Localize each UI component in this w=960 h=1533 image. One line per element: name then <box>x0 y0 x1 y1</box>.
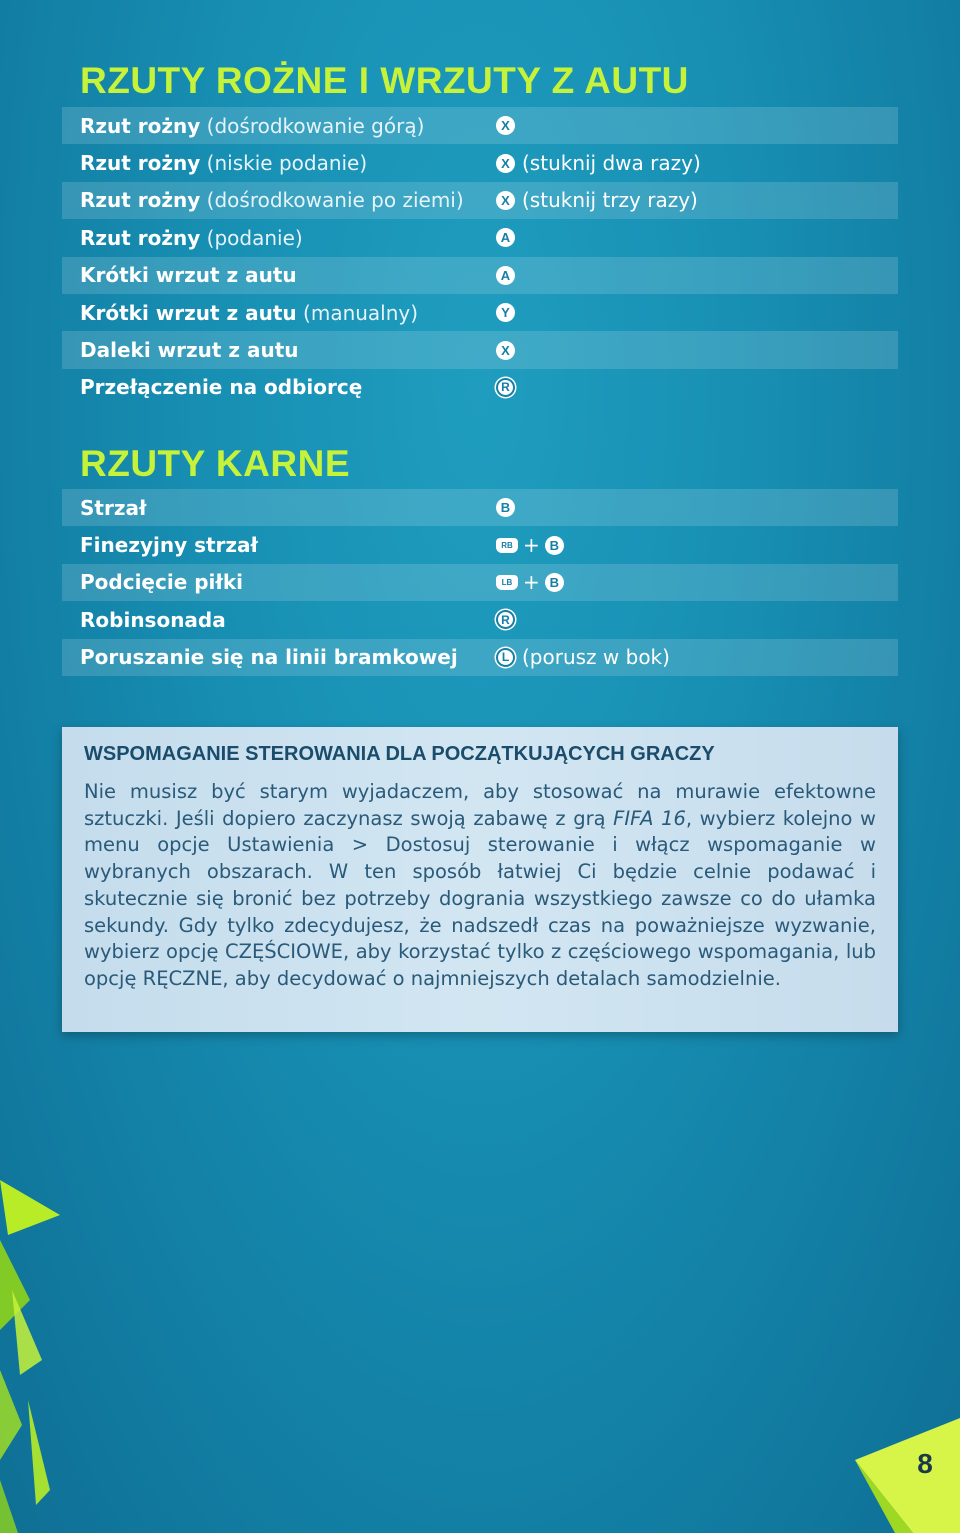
y-button-icon: Y <box>496 303 515 322</box>
control-input <box>496 570 564 594</box>
control-row <box>62 331 898 368</box>
action-name: Rzut rożny <box>80 151 201 176</box>
action-qualifier: (niskie podanie) <box>200 151 368 176</box>
control-row <box>62 369 898 406</box>
control-row <box>62 601 898 638</box>
control-row <box>62 294 898 331</box>
control-input <box>496 498 515 517</box>
x-button-icon: X <box>496 154 515 173</box>
action-label <box>80 226 303 250</box>
info-text-part-1: Nie musisz być starym wyjadaczem, aby stosować na murawie efektowne sztuczki. Jeśli dopiero zaczynasz swoją zabawę z grą <box>84 780 876 830</box>
r-stick-icon: R <box>496 610 515 629</box>
action-qualifier: (manualny) <box>296 300 419 325</box>
action-name: Krótki wrzut z autu <box>80 263 297 288</box>
action-name: Rzut rożny <box>80 225 201 250</box>
control-row <box>62 639 898 676</box>
b-button-icon: B <box>496 498 515 517</box>
control-note: (porusz w bok) <box>522 645 670 670</box>
beginner-assist-info-box <box>62 727 898 1032</box>
action-qualifier: (dośrodkowanie po ziemi) <box>200 188 464 213</box>
x-button-icon: X <box>496 116 515 135</box>
green-shard-decoration <box>0 1160 70 1533</box>
control-input <box>496 533 564 557</box>
control-input <box>496 116 515 135</box>
action-label <box>80 645 458 669</box>
r-stick-icon: R <box>496 378 515 397</box>
control-input <box>496 228 515 247</box>
corner-section-title: RZUTY ROŻNE I WRZUTY Z AUTU <box>80 60 689 101</box>
action-label <box>80 608 226 632</box>
control-input <box>496 645 670 669</box>
action-qualifier: (podanie) <box>200 225 303 250</box>
action-label <box>80 533 258 557</box>
control-input <box>496 266 515 285</box>
penalty-section-title: RZUTY KARNE <box>80 443 350 484</box>
lb-bumper-icon: LB <box>496 575 518 590</box>
action-qualifier: (dośrodkowanie górą) <box>200 113 425 138</box>
action-name: Rzut rożny <box>80 113 201 138</box>
action-name: Robinsonada <box>80 607 226 632</box>
x-button-icon: X <box>496 341 515 360</box>
action-label <box>80 570 243 594</box>
b-button-icon: B <box>545 573 564 592</box>
action-label <box>80 114 424 138</box>
control-row <box>62 182 898 219</box>
action-label <box>80 263 297 287</box>
action-label <box>80 188 464 212</box>
control-input <box>496 378 515 397</box>
penalty-controls-table <box>62 489 898 676</box>
b-button-icon: B <box>545 536 564 555</box>
control-row <box>62 219 898 256</box>
control-note: (stuknij dwa razy) <box>522 151 701 176</box>
info-text-part-2: , wybierz kolejno w menu opcje Ustawienia > Dostosuj sterowanie i włącz wspomaganie w wybranych obszarach. W ten sposób łatwiej Ci będzie celnie podawać i skutecznie się bronić bez potrzeby dogrania wszystkiego zawsze co do ułamka sekundy. Gdy tylko zdecydujesz, że nadszedł czas na poważniejsze wyzwanie, wybierz opcję CZĘŚCIOWE, aby korzystać tylko z częściowego wspomagania, lub opcję RĘCZNE, aby decydować o najmniejszych detalach samodzielnie. <box>84 806 876 990</box>
control-row <box>62 107 898 144</box>
control-row <box>62 489 898 526</box>
action-name: Podcięcie piłki <box>80 570 243 595</box>
control-row <box>62 257 898 294</box>
action-name: Przełączenie na odbiorcę <box>80 375 363 400</box>
info-text-game-title: FIFA 16 <box>613 806 686 830</box>
action-label <box>80 301 418 325</box>
corner-controls-table <box>62 107 898 406</box>
control-row <box>62 526 898 563</box>
action-name: Daleki wrzut z autu <box>80 338 299 363</box>
action-label <box>80 496 146 520</box>
plus-sign: + <box>523 533 540 558</box>
page-number: 8 <box>917 1448 933 1479</box>
action-name: Krótki wrzut z autu <box>80 300 297 325</box>
control-note: (stuknij trzy razy) <box>522 188 698 213</box>
action-name: Poruszanie się na linii bramkowej <box>80 645 458 670</box>
control-input <box>496 341 515 360</box>
control-input <box>496 303 515 322</box>
control-row <box>62 564 898 601</box>
rb-bumper-icon: RB <box>496 538 518 553</box>
a-button-icon: A <box>496 266 515 285</box>
info-box-text <box>84 779 876 993</box>
action-label <box>80 338 299 362</box>
control-input <box>496 151 701 175</box>
action-label <box>80 375 362 399</box>
plus-sign: + <box>523 570 540 595</box>
control-input <box>496 610 515 629</box>
x-button-icon: X <box>496 191 515 210</box>
l-stick-icon: L <box>496 648 515 667</box>
action-name: Rzut rożny <box>80 188 201 213</box>
control-row <box>62 144 898 181</box>
action-name: Strzał <box>80 495 147 520</box>
info-box-title: WSPOMAGANIE STEROWANIA DLA POCZĄTKUJĄCYCH GRACZY <box>84 743 715 765</box>
a-button-icon: A <box>496 228 515 247</box>
control-input <box>496 188 698 212</box>
action-label <box>80 151 367 175</box>
action-name: Finezyjny strzał <box>80 533 258 558</box>
